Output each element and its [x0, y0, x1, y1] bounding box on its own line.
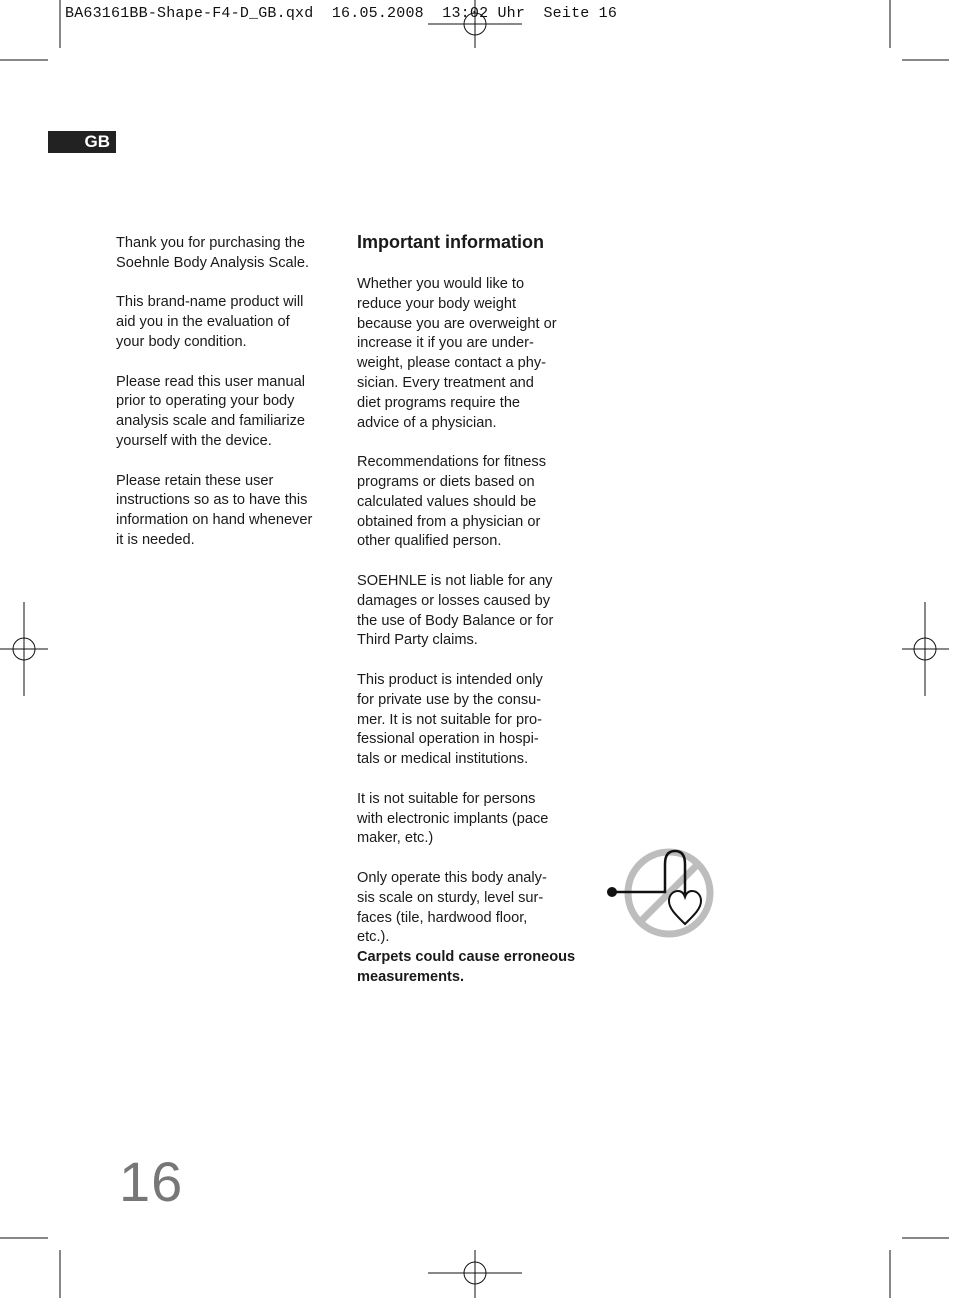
print-slug-line: BA63161BB-Shape-F4-D_GB.qxd 16.05.2008 13:02 Uhr Seite 16	[65, 5, 618, 22]
intro-column	[116, 234, 346, 571]
intro-paragraph: Thank you for purchasing the Soehnle Body Analysis Scale.	[116, 235, 310, 271]
info-paragraph: Recommendations for fitness programs or diets based on calculated values should be obtained from a physician or other qualified person.	[357, 454, 546, 550]
important-info-column	[357, 230, 587, 988]
info-paragraph: SOEHNLE is not liable for any damages or losses caused by the use of Body Balance or for Third Party claims.	[357, 572, 554, 649]
no-pacemaker-icon	[603, 846, 718, 942]
info-paragraph: This product is intended only for private use by the consu- mer. It is not suitable for pro- fessional operation in hospi- tals or medical institutions.	[357, 671, 543, 768]
info-paragraph: Whether you would like to reduce your body weight because you are overweight or increase it if you are under- weight, please contact a phy- sician. Every treatment and diet programs require the advice of a physician.	[357, 276, 557, 431]
carpet-warning: Carpets could cause erroneous measurements.	[357, 949, 576, 985]
language-tab: GB	[48, 131, 116, 153]
section-heading: Important information	[357, 232, 544, 252]
intro-paragraph: This brand-name product will aid you in the evaluation of your body condition.	[116, 294, 304, 350]
info-paragraph: Only operate this body analy- sis scale on sturdy, level sur- faces (tile, hardwood floor, etc.).	[357, 869, 547, 946]
info-paragraph: It is not suitable for persons with electronic implants (pace maker, etc.)	[357, 790, 549, 847]
page-number: 16	[119, 1150, 184, 1213]
intro-paragraph: Please read this user manual prior to operating your body analysis scale and familiarize yourself with the device.	[116, 373, 306, 449]
intro-paragraph: Please retain these user instructions so as to have this information on hand whenever it is needed.	[116, 472, 313, 548]
